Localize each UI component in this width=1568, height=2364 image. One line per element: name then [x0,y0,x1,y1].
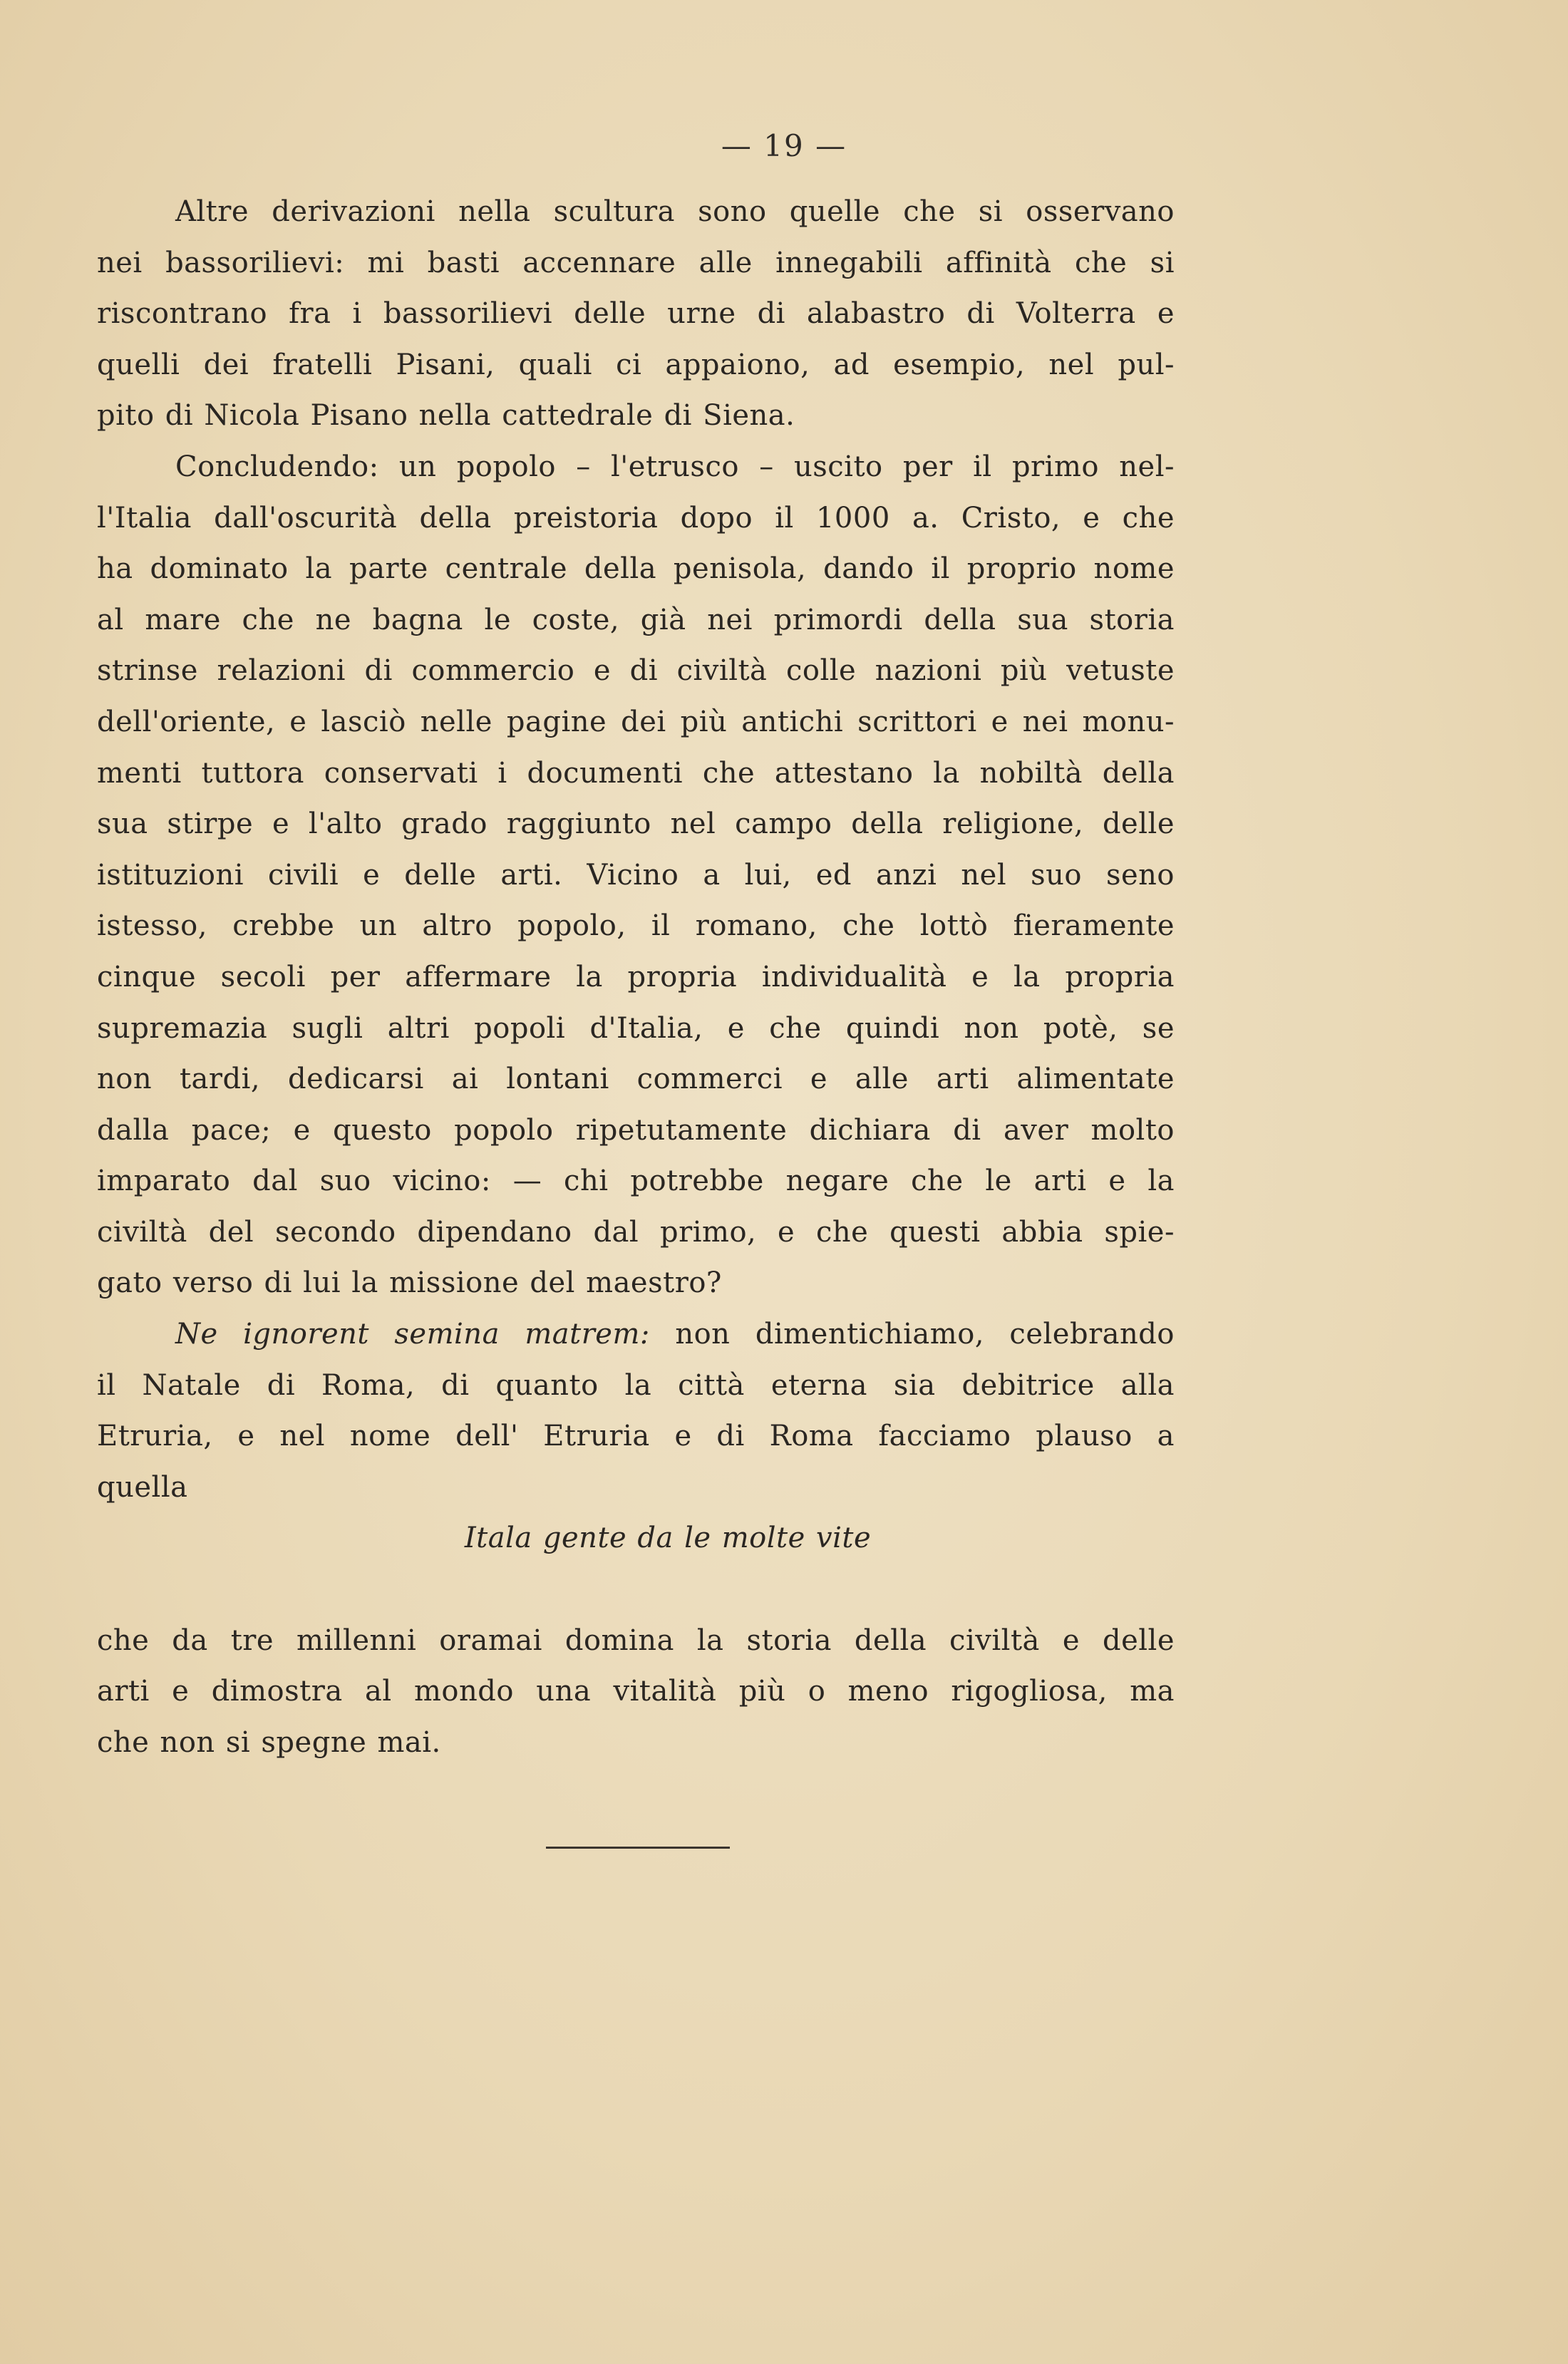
body-text [97,187,1175,1768]
paragraph-2-line: dell'oriente, e lasciò nelle pagine dei più antichi scrittori e nei monu- [97,705,1175,738]
paragraph-2-line: ha dominato la parte centrale della penisola, dando il proprio nome [97,552,1175,586]
paragraph-2-line: Concludendo: un popolo – l'etrusco – uscito per il primo nel- [175,450,1175,483]
paragraph-4-line: che non si spegne mai. [97,1725,441,1759]
paragraph-1-line: pito di Nicola Pisano nella cattedrale di Siena. [97,399,795,433]
paragraph-4-line: che da tre millenni oramai domina la storia della civiltà e delle [97,1624,1175,1657]
paragraph-2-line: gato verso di lui la missione del maestro? [97,1266,722,1300]
closing-rule [546,1847,730,1849]
paragraph-2-line: menti tuttora conservati i documenti che attestano la nobiltà della [97,756,1175,790]
paragraph-1-line: quelli dei fratelli Pisani, quali ci appaiono, ad esempio, nel pul- [97,348,1175,381]
paragraph-3-line: Etruria, e nel nome dell' Etruria e di Roma facciamo plauso a [97,1420,1175,1453]
paragraph-2-line: cinque secoli per affermare la propria individualità e la propria [97,960,1175,993]
verse-gap [97,1564,1175,1616]
paragraph-2-line: non tardi, dedicarsi ai lontani commerci e alle arti alimentate [97,1063,1175,1096]
paragraph-2-line: imparato dal suo vicino: — chi potrebbe negare che le arti e la [97,1165,1175,1198]
paragraph-3-line: quella [97,1470,188,1504]
paragraph-3-line: il Natale di Roma, di quanto la città eterna sia debitrice alla [97,1368,1175,1402]
paragraph-2-line: sua stirpe e l'alto grado raggiunto nel campo della religione, delle [97,807,1175,841]
paragraph-2-line: istituzioni civili e delle arti. Vicino a lui, ed anzi nel suo seno [97,858,1175,892]
verse-quote: Itala gente da le molte vite [464,1522,872,1555]
paragraph-1-line: riscontrano fra i bassorilievi delle urne di alabastro di Volterra e [97,297,1175,331]
paragraph-2-line: al mare che ne bagna le coste, già nei primordi della sua storia [97,603,1175,636]
latin-quote: Ne ignorent semina matrem: [175,1318,650,1351]
paragraph-3-first-line-rest: non dimentichiamo, celebrando [675,1318,1175,1351]
paragraph-2-line: l'Italia dall'oscurità della preistoria dopo il 1000 a. Cristo, e che [97,501,1175,535]
paragraph-2-line: dalla pace; e questo popolo ripetutamente dichiara di aver molto [97,1113,1175,1147]
paragraph-1-line: Altre derivazioni nella scultura sono quelle che si osservano [175,195,1175,228]
page-number: — 19 — [721,128,847,163]
paragraph-1-line: nei bassorilievi: mi basti accennare alle innegabili affinità che si [97,246,1175,279]
paragraph-2-line: istesso, crebbe un altro popolo, il romano, che lottò fieramente [97,909,1175,943]
paragraph-2-line: strinse relazioni di commercio e di civiltà colle nazioni più vetuste [97,654,1175,688]
paragraph-2-line: supremazia sugli altri popoli d'Italia, e che quindi non potè, se [97,1011,1175,1045]
paragraph-3-first-line [97,1309,1175,1361]
paragraph-4-line: arti e dimostra al mondo una vitalità più o meno rigogliosa, ma [97,1675,1175,1708]
paragraph-2-line: civiltà del secondo dipendano dal primo, e che questi abbia spie- [97,1215,1175,1249]
